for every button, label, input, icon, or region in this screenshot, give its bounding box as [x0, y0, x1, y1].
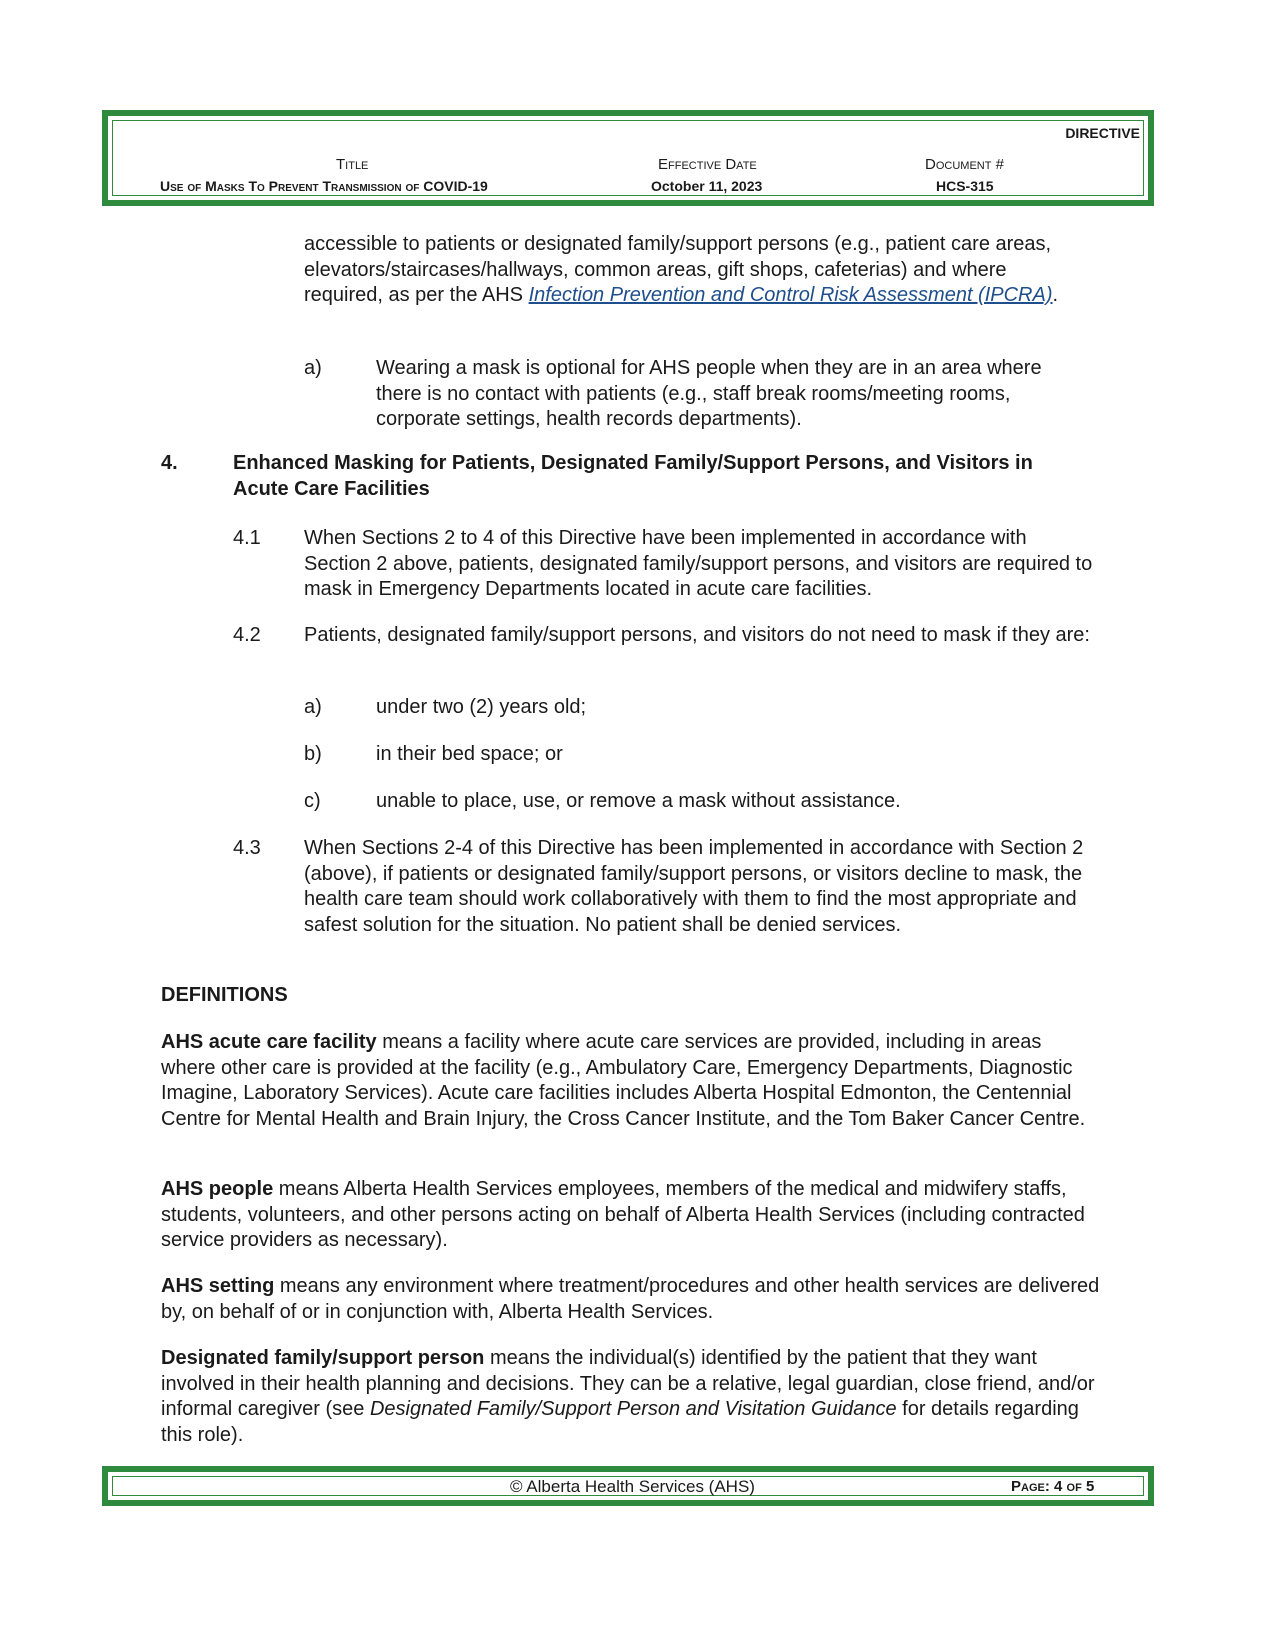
list-item-c-text: unable to place, use, or remove a mask without assistance. [376, 790, 901, 812]
intro-end: . [1052, 284, 1059, 306]
definition-text: means the individual(s) identified by the patient that they want involved in their health planning and decisions. They can be a relative, legal guardian, close friend, and/or informal caregiver (see [161, 1347, 1095, 1420]
definition-text: means a facility where acute care services are provided, including in areas where other care is provided at the facility (e.g., Ambulatory Care, Emergency Departments, Diagnostic Imagine, Laboratory Services). Acute care facilities includes Alberta Hospital Edmonton, the Centennial Centre for Mental Health and Brain Injury, the Cross Cancer Institute, and the Tom Baker Cancer Centre. [161, 1031, 1086, 1130]
document-number-value: HCS-315 [936, 178, 994, 194]
footer-box [102, 1466, 1154, 1506]
definition-term: AHS setting [161, 1275, 275, 1297]
definition-text-end: for details regarding this role). [161, 1398, 1079, 1446]
page-of-label: of [1066, 1478, 1082, 1495]
list-item-b-text: in their bed space; or [376, 743, 563, 765]
page-label: Page: [1011, 1478, 1050, 1495]
ipcra-link[interactable]: Infection Prevention and Control Risk Assessment (IPCRA) [528, 284, 1053, 306]
guidance-reference: Designated Family/Support Person and Visitation Guidance [369, 1398, 897, 1420]
list-item-a-marker: a) [304, 696, 322, 718]
definitions-heading: DEFINITIONS [161, 984, 288, 1006]
intro-text: accessible to patients or designated family/support persons (e.g., patient care areas, elevators/staircases/hallways, common areas, gift shops, cafeterias) and where required, as per the AHS [304, 233, 1052, 306]
document-number-label: Document # [925, 156, 1004, 173]
section-4-3-text: When Sections 2-4 of this Directive has been implemented in accordance with Section 2 (above), if patients or designated family/support persons, or visitors decline to mask, the health care team should work collaboratively with them to find the most appropriate and safest solution for the situation. No patient shall be denied services. [304, 837, 1084, 936]
definition-acute-care-facility [161, 1030, 1101, 1132]
definition-text: means Alberta Health Services employees, members of the medical and midwifery staffs, students, volunteers, and other persons acting on behalf of Alberta Health Services (including contracted service providers as necessary). [161, 1178, 1085, 1251]
section-4-3-number: 4.3 [233, 837, 261, 859]
title-label: Title [336, 156, 369, 173]
section-4-1-number: 4.1 [233, 527, 261, 549]
section-4-2-number: 4.2 [233, 624, 261, 646]
definition-term: Designated family/support person [161, 1347, 485, 1369]
section-4-number: 4. [161, 452, 178, 474]
intro-paragraph [304, 232, 1064, 309]
page-number: 4 [1054, 1478, 1063, 1495]
intro-a-text: Wearing a mask is optional for AHS people when they are in an area where there is no contact with patients (e.g., staff break rooms/meeting rooms, corporate settings, health records departments). [376, 357, 1042, 430]
definition-text: means any environment where treatment/procedures and other health services are delivered by, on behalf of or in conjunction with, Alberta Health Services. [161, 1275, 1100, 1323]
page-total: 5 [1085, 1478, 1095, 1495]
list-item-a-text: under two (2) years old; [376, 696, 587, 718]
section-4-1-text: When Sections 2 to 4 of this Directive have been implemented in accordance with Section 2 above, patients, designated family/support persons, and visitors are required to mask in Emergency Departments located in acute care facilities. [304, 527, 1093, 600]
copyright-notice: © Alberta Health Services (AHS) [510, 1477, 755, 1496]
definition-designated-family [161, 1346, 1101, 1448]
list-item-b-marker: b) [304, 743, 322, 765]
intro-a-marker: a) [304, 357, 322, 379]
section-4-heading: Enhanced Masking for Patients, Designated Family/Support Persons, and Visitors in Acute Care Facilities [233, 452, 1033, 500]
list-item-c-marker: c) [304, 790, 321, 812]
section-4-2-text: Patients, designated family/support persons, and visitors do not need to mask if they are: [304, 624, 1090, 646]
definition-term: AHS acute care facility [161, 1031, 377, 1053]
definition-ahs-setting [161, 1274, 1101, 1325]
title-value: Use of Masks To Prevent Transmission of COVID-19 [160, 178, 488, 194]
definition-term: AHS people [161, 1178, 274, 1200]
definition-ahs-people [161, 1177, 1101, 1254]
effective-date-label: Effective Date [658, 156, 757, 173]
doc-type: DIRECTIVE [1065, 125, 1140, 141]
page-indicator [1011, 1478, 1094, 1495]
effective-date-value: October 11, 2023 [651, 178, 763, 194]
